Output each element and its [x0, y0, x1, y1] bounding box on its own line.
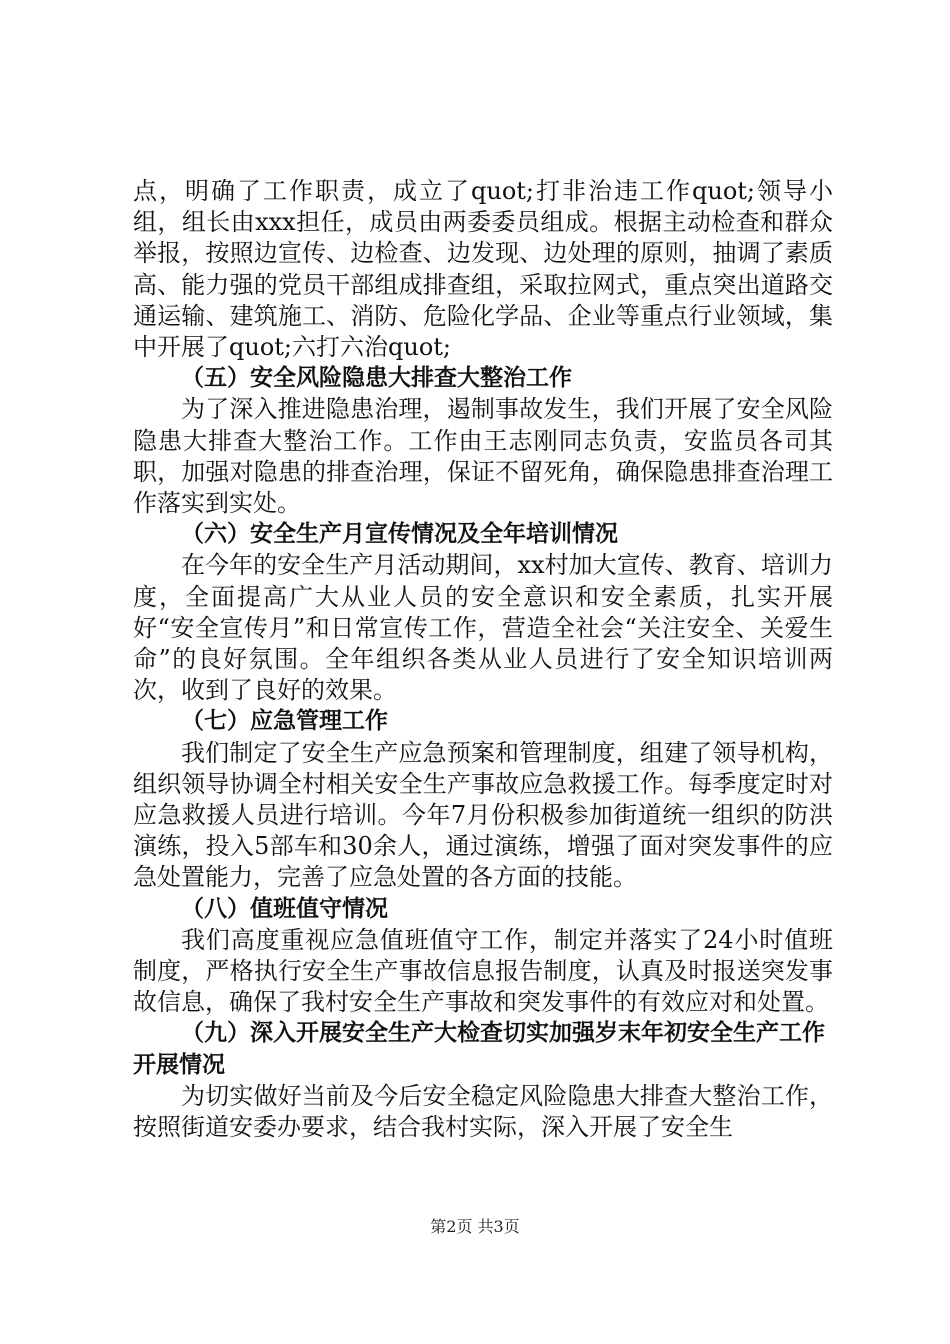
section-body-7: 我们制定了安全生产应急预案和管理制度，组建了领导机构，组织领导协调全村相关安全生产事故应急救援工作。每季度定时对应急救援人员进行培训。今年7月份积极参加街道统一组织的防洪演练，投入5部车和30余人，通过演练，增强了面对突发事件的应急处置能力，完善了应急处置的各方面的技能。 [133, 738, 833, 892]
section-heading-8: （八）值班值守情况 [181, 895, 388, 922]
section-heading-9: （九）深入开展安全生产大检查切实加强岁末年初安全生产工作开展情况 [133, 1020, 825, 1078]
section-heading-5: （五）安全风险隐患大排查大整治工作 [181, 365, 572, 392]
section-body-5: 为了深入推进隐患治理，遏制事故发生，我们开展了安全风险隐患大排查大整治工作。工作由王志刚同志负责，安监员各司其职，加强对隐患的排查治理，保证不留死角，确保隐患排查治理工作落实到实处。 [133, 395, 833, 518]
paragraph-continued: 点，明确了工作职责，成立了quot;打非治违工作quot;领导小组，组长由xxx担任，成员由两委委员组成。根据主动检查和群众举报，按照边宣传、边检查、边发现、边处理的原则，抽调了素质高、能力强的党员干部组成排查组，采取拉网式，重点突出道路交通运输、建筑施工、消防、危险化学品、企业等重点行业领域，集中开展了quot;六打六治quot; [133, 177, 833, 362]
section-heading-7: （七）应急管理工作 [181, 708, 388, 735]
document-body [133, 176, 833, 1143]
section-body-6: 在今年的安全生产月活动期间，xx村加大宣传、教育、培训力度，全面提高广大从业人员的安全意识和安全素质，扎实开展好“安全宣传月”和日常宣传工作，营造全社会“关注安全、关爱生命”的良好氛围。全年组织各类从业人员进行了安全知识培训两次，收到了良好的效果。 [133, 551, 833, 705]
section-heading-6: （六）安全生产月宣传情况及全年培训情况 [181, 521, 618, 548]
page-number-footer: 第2页 共3页 [430, 1217, 520, 1236]
section-body-8: 我们高度重视应急值班值守工作，制定并落实了24小时值班制度，严格执行安全生产事故信息报告制度，认真及时报送突发事故信息，确保了我村安全生产事故和突发事件的有效应对和处置。 [133, 925, 833, 1017]
section-body-9: 为切实做好当前及今后安全稳定风险隐患大排查大整治工作，按照街道安委办要求，结合我村实际，深入开展了安全生 [133, 1081, 833, 1142]
